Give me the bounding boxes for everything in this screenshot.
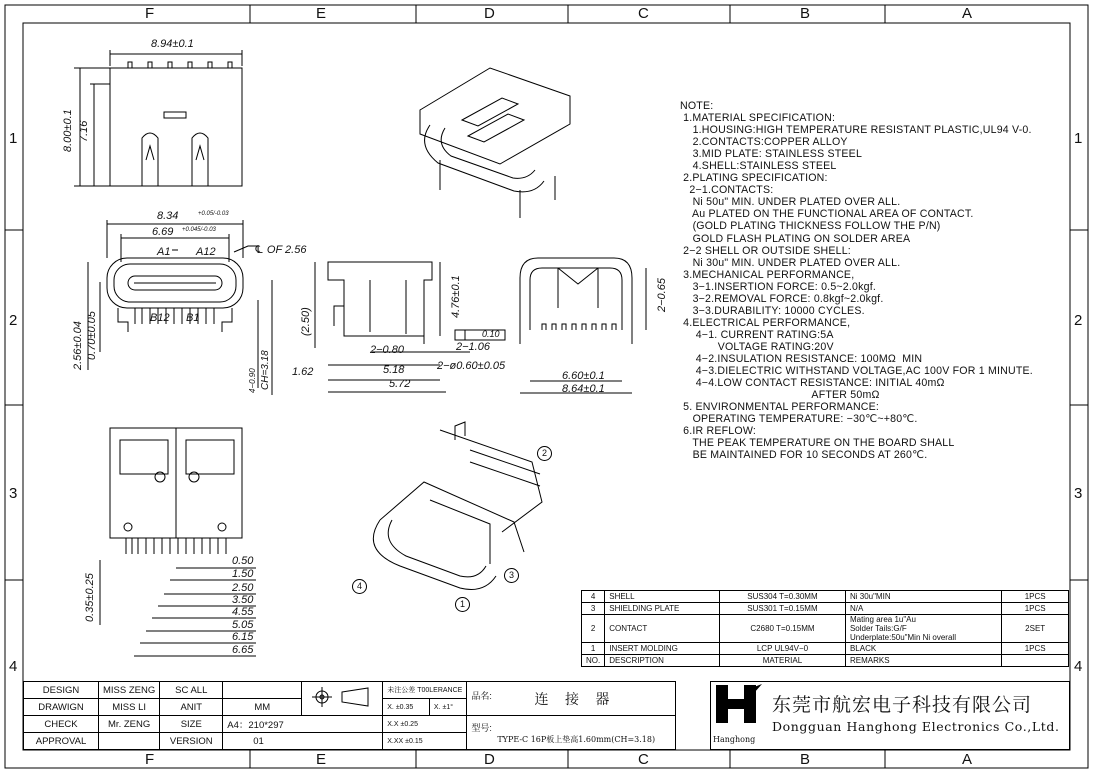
part-name-cell	[467, 682, 676, 716]
bom-cell: INSERT MOLDING	[605, 643, 720, 655]
pin-label-b1: B1	[186, 312, 200, 324]
bom-cell: SHELL	[605, 591, 720, 603]
pin-label-a12: A12	[196, 246, 216, 258]
note-line: 4−3.DIELECTRIC WITHSTAND VOLTAGE,AC 100V FOR 1 MINUTE.	[680, 365, 1033, 378]
dim-pitch-3: 2.50	[232, 582, 254, 594]
zone-row-1-left: 1	[9, 130, 18, 147]
bom-row	[582, 615, 1069, 643]
dim-front-w2-tol: +0.045/-0.03	[182, 227, 216, 233]
zone-col-b-top: B	[800, 5, 811, 22]
note-line: 4−1. CURRENT RATING:5A	[680, 328, 834, 341]
dim-side-d4: 5.18	[383, 364, 405, 376]
version-value: 01	[223, 733, 383, 750]
dim-side-d3: 1.62	[292, 366, 314, 378]
approval-label: APPROVAL	[24, 733, 99, 750]
zone-col-b-bottom: B	[800, 751, 811, 768]
note-line: 5. ENVIRONMENTAL PERFORMANCE:	[680, 401, 880, 414]
bom-row	[582, 643, 1069, 655]
dim-end-w1: 6.60±0.1	[562, 370, 605, 382]
bom-cell: 2	[582, 615, 605, 643]
size-label: SIZE	[160, 716, 223, 733]
note-line: NOTE:	[680, 100, 714, 112]
bom-header-row	[582, 655, 1069, 667]
drawing-name: MISS LI	[99, 699, 160, 716]
tol-xx: X.X ±0.25	[383, 716, 467, 733]
bom-cell: 1	[582, 643, 605, 655]
zone-col-a-top: A	[962, 5, 973, 22]
dim-top-h1: 8.00±0.1	[62, 109, 74, 152]
dim-top-width: 8.94±0.1	[151, 38, 194, 50]
bom-cell: SUS304 T=0.30MM	[719, 591, 845, 603]
dim-end-w2: 8.64±0.1	[562, 383, 605, 395]
tol-xxx: X.XX ±0.15	[383, 733, 467, 750]
note-line: 2.PLATING SPECIFICATION:	[680, 172, 828, 185]
balloon-3: 3	[504, 568, 519, 583]
zone-col-c-top: C	[638, 5, 649, 22]
bom-cell: 1PCS	[1002, 603, 1069, 615]
zone-row-1-right: 1	[1074, 130, 1083, 147]
bom-cell: Ni 30u"MIN	[845, 591, 1001, 603]
bom-cell: MATERIAL	[719, 655, 845, 667]
zone-col-a-bottom: A	[962, 751, 973, 768]
dim-top-h2: 7.16	[78, 120, 90, 142]
note-line: 3.MECHANICAL PERFORMANCE,	[680, 268, 855, 281]
bom-row	[582, 591, 1069, 603]
zone-col-c-bottom: C	[638, 751, 649, 768]
part-no-cell	[467, 716, 676, 750]
note-line: 2−2 SHELL OR OUTSIDE SHELL:	[680, 244, 851, 257]
front-view	[88, 220, 272, 395]
note-line: Ni 50u" MIN. UNDER PLATED OVER ALL.	[680, 196, 901, 209]
zone-col-f-top: F	[145, 5, 155, 22]
top-view	[74, 50, 242, 186]
dim-pitch-2: 1.50	[232, 568, 254, 580]
zone-row-2-right: 2	[1074, 312, 1083, 329]
note-line: 1.MATERIAL SPECIFICATION:	[680, 112, 836, 125]
part-name: 连 接 器	[534, 691, 616, 708]
bom-cell: Mating area 1u"Au Solder Tails:G/F Underplate:50u"Min Ni overall	[845, 615, 1001, 643]
version-label: VERSION	[160, 733, 223, 750]
company-name-cn: 东莞市航宏电子科技有限公司	[772, 694, 1033, 716]
dim-pitch-5: 4.55	[232, 606, 254, 618]
bom-cell: 3	[582, 603, 605, 615]
zone-col-e-bottom: E	[316, 751, 327, 768]
zone-row-4-left: 4	[9, 658, 18, 675]
dim-front-v3: 4−0.90	[248, 368, 257, 393]
note-line: 3−2.REMOVAL FORCE: 0.8kgf~2.0kgf.	[680, 292, 884, 305]
bom-table	[581, 590, 1069, 667]
note-line: (GOLD PLATING THICKNESS FOLLOW THE P/N)	[680, 220, 941, 233]
dim-front-w2: 6.69	[152, 226, 174, 238]
bom-cell: NO.	[582, 655, 605, 667]
dim-side-d6: 5.72	[389, 378, 411, 390]
bom-cell: DESCRIPTION	[605, 655, 720, 667]
zone-col-d-bottom: D	[484, 751, 495, 768]
zone-col-d-top: D	[484, 5, 495, 22]
note-line: Ni 30u" MIN. UNDER PLATED OVER ALL.	[680, 256, 901, 269]
tol-angle: X. ±1°	[429, 699, 466, 716]
zone-row-2-left: 2	[9, 312, 18, 329]
logo-text: Hanghong	[713, 735, 756, 744]
dim-side-h1: (2.50)	[300, 307, 312, 336]
bom-cell: SHIELDING PLATE	[605, 603, 720, 615]
bom-cell: 2SET	[1002, 615, 1069, 643]
note-line: GOLD FLASH PLATING ON SOLDER AREA	[680, 232, 911, 245]
note-line: AFTER 50mΩ	[680, 389, 880, 402]
dim-pitch-4: 3.50	[232, 594, 254, 606]
bom-cell: CONTACT	[605, 615, 720, 643]
approval-name	[99, 733, 160, 750]
projection-icon	[306, 684, 374, 710]
dim-side-h2: 4.76±0.1	[450, 275, 462, 318]
note-line: 4.SHELL:STAINLESS STEEL	[680, 160, 837, 173]
scale-label: SC ALL	[160, 682, 223, 699]
zone-row-3-right: 3	[1074, 485, 1083, 502]
dim-pitch-8: 6.65	[232, 644, 254, 656]
unit-label: ANIT	[160, 699, 223, 716]
design-name: MISS ZENG	[99, 682, 160, 699]
bom-cell	[1002, 655, 1069, 667]
note-line: VOLTAGE RATING:20V	[680, 340, 834, 353]
note-line: 1.HOUSING:HIGH TEMPERATURE RESISTANT PLASTIC,UL94 V-0.	[680, 124, 1032, 137]
zone-row-4-right: 4	[1074, 658, 1083, 675]
balloon-4: 4	[352, 579, 367, 594]
note-line: Au PLATED ON THE FUNCTIONAL AREA OF CONTACT.	[680, 208, 974, 221]
spec-notes	[680, 100, 1033, 461]
dim-front-w1-tol: +0.05/-0.03	[198, 211, 229, 217]
bom-cell: 1PCS	[1002, 591, 1069, 603]
bom-cell: BLACK	[845, 643, 1001, 655]
bom-cell: 4	[582, 591, 605, 603]
check-name: Mr. ZENG	[99, 716, 160, 733]
dim-front-v2: 0.70±0.05	[86, 311, 98, 360]
bom-cell: 1PCS	[1002, 643, 1069, 655]
dim-side-d5: 2−ø0.60±0.05	[437, 360, 506, 372]
design-label: DESIGN	[24, 682, 99, 699]
projection-symbol-cell	[302, 682, 383, 716]
pin-label-b12: B12	[150, 312, 170, 324]
unit-value: MM	[223, 699, 302, 716]
iso-view-top	[420, 68, 570, 218]
zone-row-3-left: 3	[9, 485, 18, 502]
note-line: 4−4.LOW CONTACT RESISTANCE: INITIAL 40mΩ	[680, 377, 945, 390]
note-line: THE PEAK TEMPERATURE ON THE BOARD SHALL	[680, 437, 955, 450]
pin-label-a1: A1	[157, 246, 171, 258]
dim-side-flat: 0.10	[482, 329, 500, 339]
zone-col-f-bottom: F	[145, 751, 155, 768]
note-line: 6.IR REFLOW:	[680, 425, 756, 438]
side-view	[315, 262, 505, 392]
scale-value	[223, 682, 302, 699]
note-line: 4.ELECTRICAL PERFORMANCE,	[680, 316, 851, 329]
dim-front-v1: 2.56±0.04	[72, 321, 84, 370]
note-line: BE MAINTAINED FOR 10 SECONDS AT 260℃.	[680, 449, 928, 462]
dim-pitch-7: 6.15	[232, 631, 254, 643]
company-name-en: Dongguan Hanghong Electronics Co.,Ltd.	[772, 719, 1060, 734]
note-line: 4−2.INSULATION RESISTANCE: 100MΩ MIN	[680, 352, 923, 365]
dim-pitch-1: 0.50	[232, 555, 254, 567]
drawing-label: DRAWIGN	[24, 699, 99, 716]
iso-view-bottom	[373, 422, 542, 590]
part-name-label: 品名:	[471, 690, 492, 701]
note-line: OPERATING TEMPERATURE: −30℃~+80℃.	[680, 413, 918, 426]
dim-front-w1: 8.34	[157, 210, 179, 222]
tol-x: X. ±0.35	[383, 699, 430, 716]
bom-row	[582, 603, 1069, 615]
balloon-2: 2	[537, 446, 552, 461]
note-line: 2.CONTACTS:COPPER ALLOY	[680, 136, 848, 149]
part-no: TYPE-C 16P板上垫高1.60mm(CH=3.18)	[497, 734, 656, 744]
bom-cell: SUS301 T=0.15MM	[719, 603, 845, 615]
dim-pcb-v: 0.35±0.25	[84, 573, 96, 622]
note-line: 2−1.CONTACTS:	[680, 184, 774, 197]
dim-side-d1: 2−0.80	[370, 344, 404, 356]
bom-cell: LCP UL94V−0	[719, 643, 845, 655]
title-block	[23, 681, 676, 750]
size-value: A4：210*297	[223, 716, 383, 733]
dim-front-v4: CH=3.18	[260, 350, 271, 390]
bom-cell: REMARKS	[845, 655, 1001, 667]
check-label: CHECK	[24, 716, 99, 733]
part-no-label: 型号:	[471, 722, 492, 733]
dim-pitch-6: 5.05	[232, 619, 254, 631]
dim-side-d2: 2−1.06	[456, 341, 490, 353]
bom-cell: N/A	[845, 603, 1001, 615]
note-line: 3−1.INSERTION FORCE: 0.5~2.0kgf.	[680, 280, 876, 293]
tol-header: 未注公差 T00LERANCE	[383, 682, 467, 699]
balloon-1: 1	[455, 597, 470, 612]
bom-cell: C2680 T=0.15MM	[719, 615, 845, 643]
zone-col-e-top: E	[316, 5, 327, 22]
note-line: 3−3.DURABILITY: 10000 CYCLES.	[680, 304, 865, 317]
dim-centerline: ℄ OF 2.56	[254, 244, 307, 256]
dim-end-h: 2−0.65	[656, 278, 668, 312]
note-line: 3.MID PLATE: STAINLESS STEEL	[680, 148, 863, 161]
